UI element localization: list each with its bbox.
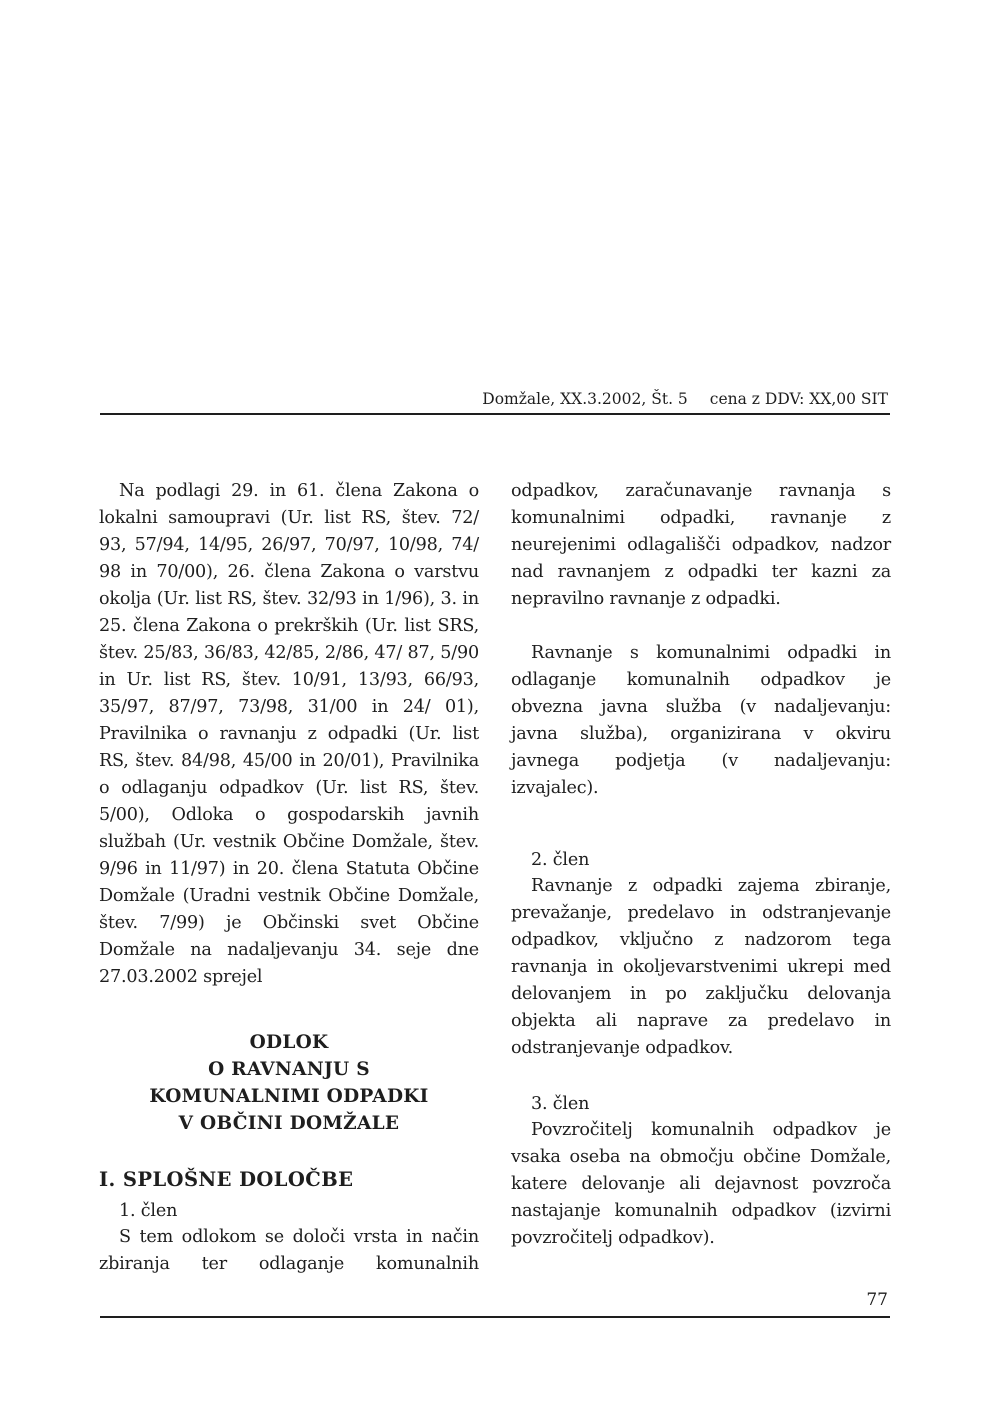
header-price: cena z DDV: XX,00 SIT: [709, 390, 888, 408]
section-heading: I. SPLOŠNE DOLOČBE: [99, 1168, 354, 1191]
header-text: [482, 390, 888, 408]
article-2-text: Ravnanje z odpadki zajema zbiranje, prevažanje, predelavo in odstranjevanje odpadkov, vključno z nadzorom tega ravnanja in okoljevarstvenimi ukrepi med delovanjem in po zaključku delovanja objekta ali naprave za predelavo in odstranjevanje odpadkov.: [511, 876, 891, 1058]
article-3-heading: 3. člen: [531, 1094, 590, 1114]
article-1-paragraph-2: Ravnanje s komunalnimi odpadki in odlaganje komunalnih odpadkov je obvezna javna služba (v nadaljevanju: javna služba), organizirana v okviru javnega podjetja (v nadaljevanju: izvajalec).: [511, 643, 891, 798]
article-3-text: Povzročitelj komunalnih odpadkov je vsaka oseba na območju občine Domžale, katere delovanje ali dejavnost povzroča nastajanje komunalnih odpadkov (izvirni povzročitelj odpadkov).: [511, 1120, 891, 1248]
left-column: [99, 478, 479, 1278]
header-issue: Domžale, XX.3.2002, Št. 5: [482, 390, 688, 408]
page-header: [100, 386, 890, 415]
preamble-paragraph: Na podlagi 29. in 61. člena Zakona o lokalni samoupravi (Ur. list RS, štev. 72/ 93, 57/94, 14/95, 26/97, 70/97, 10/98, 74/ 98 in 70/00), 26. člena Zakona o varstvu okolja (Ur. list RS, štev. 32/93 in 1/96), 3. in 25. člena Zakona o prekrških (Ur. list SRS, štev. 25/83, 36/83, 42/85, 2/86, 47/ 87, 5/90 in Ur. list RS, štev. 10/91, 13/93, 66/93, 35/97, 87/97, 73/98, 31/00 in 24/ 01), Pravilnika o ravnanju z odpadki (Ur. list RS, štev. 84/98, 45/00 in 20/01), Pravilnika o odlaganju odpadkov (Ur. list RS, štev. 5/00), Odloka o gospodarskih javnih službah (Ur. vestnik Občine Domžale, štev. 9/96 in 11/97) in 20. člena Statuta Občine Domžale (Uradni vestnik Občine Domžale, štev. 7/99) je Občinski svet Občine Domžale na nadaljevanju 34. seje dne 27.03.2002 sprejel: [99, 481, 479, 987]
title-line-2: O RAVNANJU S: [208, 1059, 370, 1080]
page-number: 77: [866, 1290, 888, 1310]
title-line-1: ODLOK: [249, 1032, 329, 1053]
article-2-heading: 2. člen: [531, 850, 590, 870]
document-title: [99, 1029, 479, 1137]
title-line-4: V OBČINI DOMŽALE: [178, 1113, 400, 1134]
right-column: [511, 478, 891, 1252]
article-1-continued: odpadkov, zaračunavanje ravnanja s komunalnimi odpadki, ravnanje z neurejenimi odlagališči odpadkov, nadzor nad ravnanjem z odpadki ter kazni za nepravilno ravnanje z odpadki.: [511, 481, 891, 609]
article-1-heading: 1. člen: [119, 1201, 178, 1221]
title-line-3: KOMUNALNIMI ODPADKI: [149, 1086, 429, 1107]
page-footer: [100, 1290, 890, 1318]
article-1-text: S tem odlokom se določi vrsta in način zbiranja ter odlaganje komunalnih: [99, 1227, 479, 1274]
